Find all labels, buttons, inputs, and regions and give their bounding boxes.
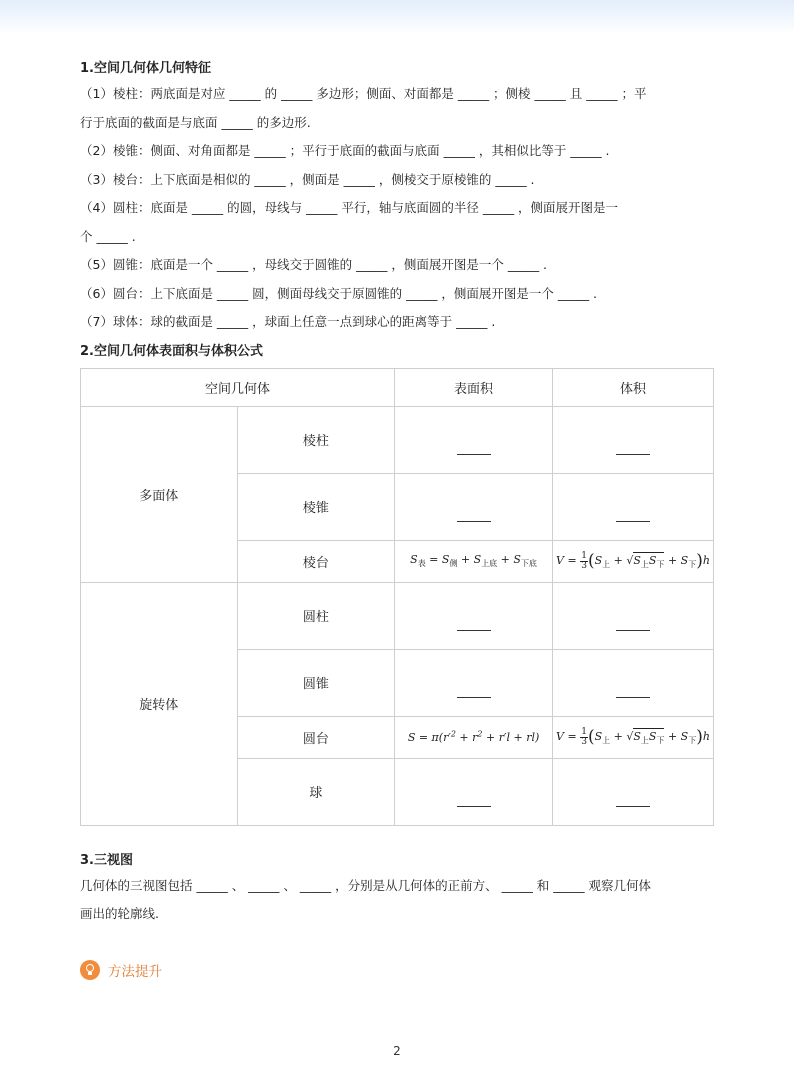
blank-cell	[553, 649, 714, 716]
section-1-line: （6）圆台：上下底面是 _____ 圆，侧面母线交于原圆锥的 _____ ，侧面展开图是一个 _____ .	[80, 285, 598, 301]
blank-cell	[395, 582, 553, 649]
header-surface-area: 表面积	[395, 368, 553, 406]
blank-cell	[553, 406, 714, 473]
section-1-line: （2）棱锥：侧面、对角面都是 _____ ；平行于底面的截面与底面 _____ ，其相似比等于 _____ .	[80, 143, 610, 158]
blank-cell	[395, 758, 553, 825]
section-1-line: 行于底面的截面是与底面 _____ 的多边形.	[80, 114, 311, 130]
blank-cell	[553, 758, 714, 825]
section-3-line: 几何体的三视图包括 _____ 、 _____ 、 _____ ，分别是从几何体的正前方、 _____ 和 _____ 观察几何体	[80, 877, 651, 893]
lightbulb-icon	[80, 960, 100, 980]
section-1-line: 个 _____ .	[80, 228, 136, 244]
document-page	[80, 58, 714, 929]
section-3-line: 画出的轮廓线.	[80, 906, 159, 921]
section-2-title: 2.空间几何体表面积与体积公式	[80, 343, 263, 359]
header-volume: 体积	[553, 368, 714, 406]
row-label: 棱锥	[237, 473, 395, 540]
section-1-line: （5）圆锥：底面是一个 _____ ，母线交于圆锥的 _____ ，侧面展开图是一个 _____ .	[80, 257, 548, 272]
row-label: 圆柱	[237, 582, 395, 649]
header-solid: 空间几何体	[81, 368, 395, 406]
section-1-title: 1.空间几何体几何特征	[80, 61, 211, 76]
page-number: 2	[393, 1044, 401, 1058]
frustum-volume-formula: V = $\frac{1}{3}$ $(S_上 + √S_上S_下 + S_下)h$	[553, 540, 714, 582]
group-solid-of-revolution: 旋转体	[81, 582, 238, 825]
frustum-surface-formula: $S_表 = S_侧 + S_{上底} + S_{下底}$	[395, 540, 553, 582]
formula-table	[80, 368, 714, 826]
blank-cell	[553, 473, 714, 540]
frustum-cone-volume-formula: V = $\frac{1}{3}$ $(S_上 + √S_上S_下 + S_下)h$	[553, 716, 714, 758]
blank-cell	[395, 649, 553, 716]
blank-cell	[395, 473, 553, 540]
section-3-title: 3.三视图	[80, 852, 133, 868]
section-1-line: （3）棱台：上下底面是相似的 _____ ，侧面是 _____ ，侧棱交于原棱锥的 _____ .	[80, 171, 535, 187]
method-label: 方法提升	[108, 964, 162, 980]
method-section-header	[80, 960, 162, 980]
row-label: 圆锥	[237, 649, 395, 716]
section-1-line: （4）圆柱：底面是 _____ 的圆，母线与 _____ 平行，轴与底面圆的半径 _____ ，侧面展开图是一	[80, 200, 619, 215]
page-header-band	[0, 0, 794, 34]
blank-cell	[395, 406, 553, 473]
frustum-cone-surface-formula: $S = \pi(r'^2 + r^2 + r'l + rl)$	[395, 716, 553, 758]
row-label: 棱台	[237, 540, 395, 582]
row-label: 球	[237, 758, 395, 825]
row-label: 圆台	[237, 716, 395, 758]
group-polyhedron: 多面体	[81, 406, 238, 582]
section-1-line: （1）棱柱：两底面是对应 _____ 的 _____ 多边形；侧面、对面都是 _____ ；侧棱 _____ 且 _____ ；平	[80, 86, 647, 101]
blank-cell	[553, 582, 714, 649]
row-label: 棱柱	[237, 406, 395, 473]
section-1-line: （7）球体：球的截面是 _____ ，球面上任意一点到球心的距离等于 _____ .	[80, 314, 496, 329]
